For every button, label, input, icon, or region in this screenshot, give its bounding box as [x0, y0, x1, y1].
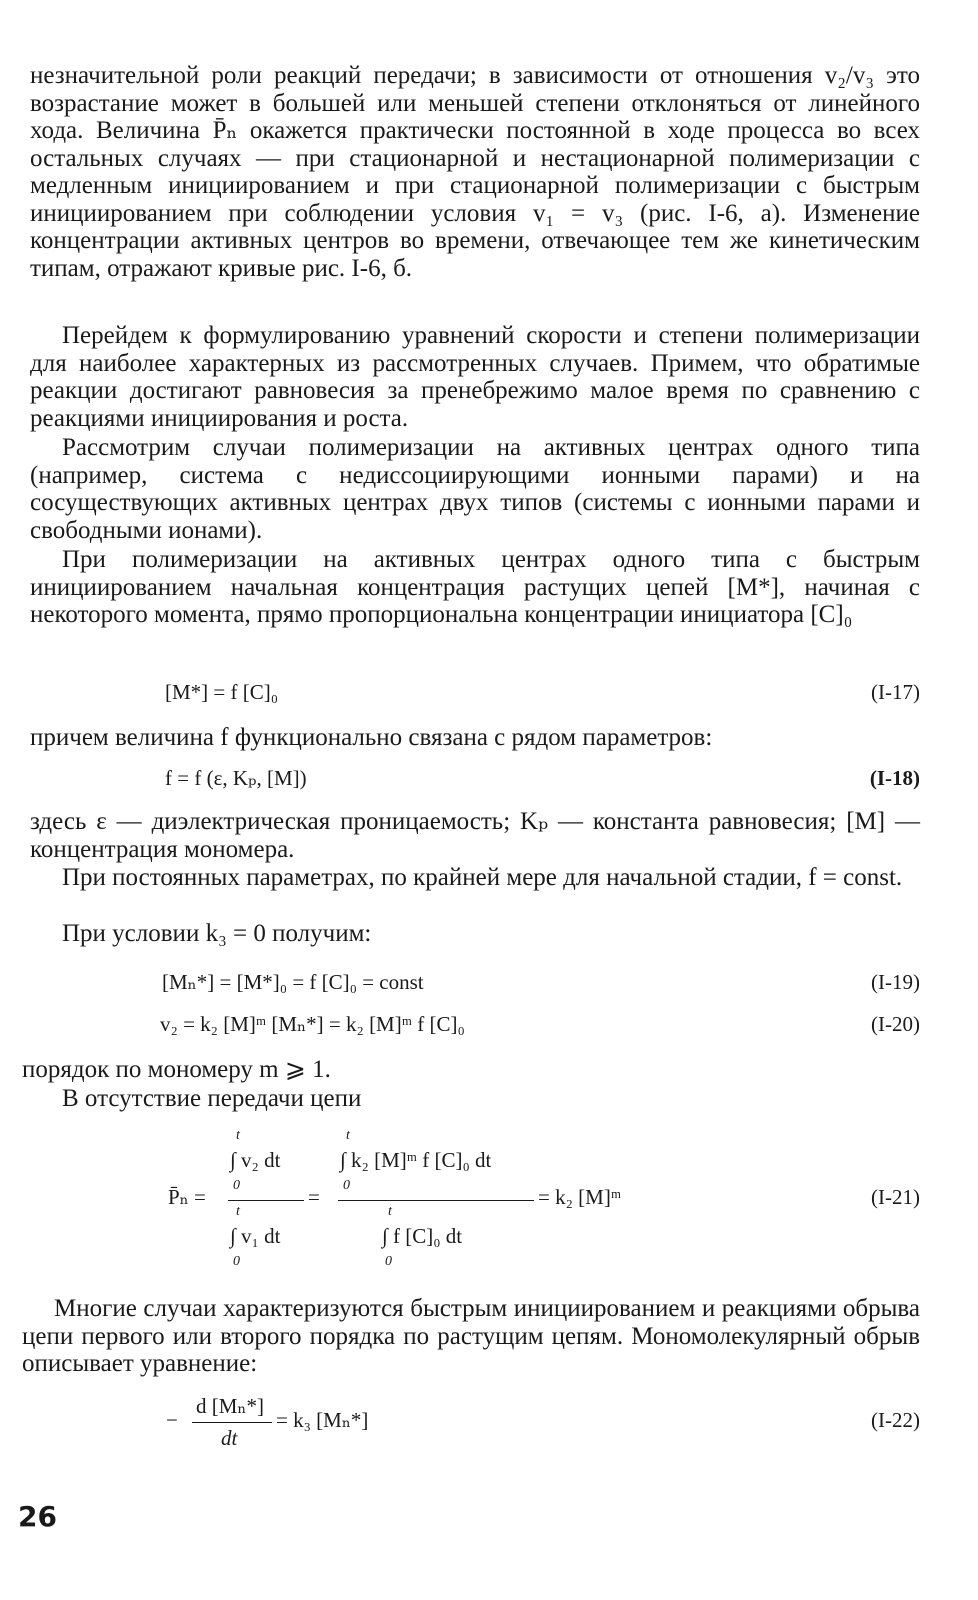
- equation-I-22-numerator: d [Mₙ*]: [196, 1394, 264, 1418]
- paragraph-3: Рассмотрим случаи полимеризации на активных центрах одного типа (например, система с недиссоциирующими ионными парами) и на сосуществующих активных центрах двух типов (системы с ионными парами и свободными ионами).: [30, 434, 920, 544]
- paragraph-5: причем величина f функционально связана с рядом параметров:: [30, 724, 713, 751]
- equation-number-I-21: (I-21): [871, 1185, 920, 1209]
- equation-number-I-22: (I-22): [871, 1408, 920, 1432]
- page-number: 26: [18, 1500, 57, 1533]
- limit-upper: t: [236, 1204, 240, 1219]
- limit-lower: 0: [233, 1254, 240, 1269]
- fraction-1-numerator: ∫ v₂ dt: [230, 1148, 281, 1172]
- limit-lower: 0: [385, 1254, 392, 1269]
- equation-I-19: [Mₙ*] = [M*]₀ = f [C]₀ = const: [162, 970, 424, 994]
- fraction-1-bar: [228, 1200, 304, 1201]
- equation-number-I-19: (I-19): [871, 970, 920, 994]
- equation-I-20: v₂ = k₂ [M]ᵐ [Mₙ*] = k₂ [M]ᵐ f [C]₀: [160, 1012, 465, 1036]
- limit-upper: t: [346, 1128, 350, 1143]
- paragraph-1: незначительной роли реакций передачи; в зависимости от отношения v₂/v₃ это возрастание может в большей или меньшей степени отклоняться от линейного хода. Величина P̄ₙ окажется практически постоянной в ходе процесса во всех остальных случаях — при стационарной и нестационарной полимеризации с медленным инициированием и при стационарной полимеризации с быстрым инициированием при соблюдении условия v₁ = v₃ (рис. I-6, а). Изменение концентрации активных центров во времени, отвечающее тем же кинетическим типам, отражают кривые рис. I-6, б.: [30, 62, 920, 282]
- equation-I-21-rhs: = k₂ [M]ᵐ: [538, 1185, 622, 1209]
- limit-lower: 0: [343, 1178, 350, 1193]
- equation-I-21-lhs: P̄ₙ =: [168, 1185, 206, 1209]
- paragraph-2: Перейдем к формулированию уравнений скорости и степени полимеризации для наиболее характерных из рассмотренных случаев. Примем, что обратимые реакции достигают равновесия за пренебрежимо малое время по сравнению с реакциями инициирования и роста.: [30, 322, 920, 432]
- equation-I-17: [M*] = f [C]₀: [165, 680, 279, 704]
- equation-number-I-17: (I-17): [871, 680, 920, 704]
- equation-I-22-denominator: dt: [221, 1426, 238, 1450]
- fraction-1-denominator: ∫ v₁ dt: [230, 1224, 281, 1248]
- equation-I-18: f = f (ε, Kₚ, [M]): [165, 766, 307, 790]
- paragraph-9: порядок по мономеру m ⩾ 1.: [22, 1056, 331, 1083]
- equation-I-22-minus: −: [166, 1408, 178, 1432]
- limit-upper: t: [388, 1204, 392, 1219]
- limit-upper: t: [236, 1128, 240, 1143]
- equation-number-I-18: (I-18): [869, 766, 920, 790]
- fraction-2-denominator: ∫ f [C]₀ dt: [382, 1224, 463, 1248]
- fraction-2-numerator: ∫ k₂ [M]ᵐ f [C]₀ dt: [340, 1148, 492, 1172]
- equation-I-22-bar: [192, 1422, 272, 1423]
- paragraph-4: При полимеризации на активных центрах одного типа с быстрым инициированием начальная концентрация растущих цепей [M*], начиная с некоторого момента, прямо пропорциональна концентрации инициатора [C]₀: [30, 546, 920, 628]
- equation-I-22-rhs: = k₃ [Mₙ*]: [276, 1408, 369, 1432]
- paragraph-10: В отсутствие передачи цепи: [62, 1085, 362, 1112]
- paragraph-6: здесь ε — диэлектрическая проницаемость; Kₚ — константа равновесия; [M] — концентрация мономера.: [30, 808, 920, 863]
- paragraph-7: При постоянных параметрах, по крайней мере для начальной стадии, f = const.: [62, 864, 903, 891]
- limit-lower: 0: [233, 1178, 240, 1193]
- equation-number-I-20: (I-20): [871, 1012, 920, 1036]
- paragraph-11: Многие случаи характеризуются быстрым инициированием и реакциями обрыва цепи первого или второго порядка по растущим цепям. Мономолекулярный обрыв описывает уравнение:: [22, 1295, 920, 1377]
- fraction-2-bar: [338, 1200, 534, 1201]
- paragraph-8: При условии k₃ = 0 получим:: [62, 920, 372, 947]
- equation-I-21-equals: =: [308, 1185, 320, 1209]
